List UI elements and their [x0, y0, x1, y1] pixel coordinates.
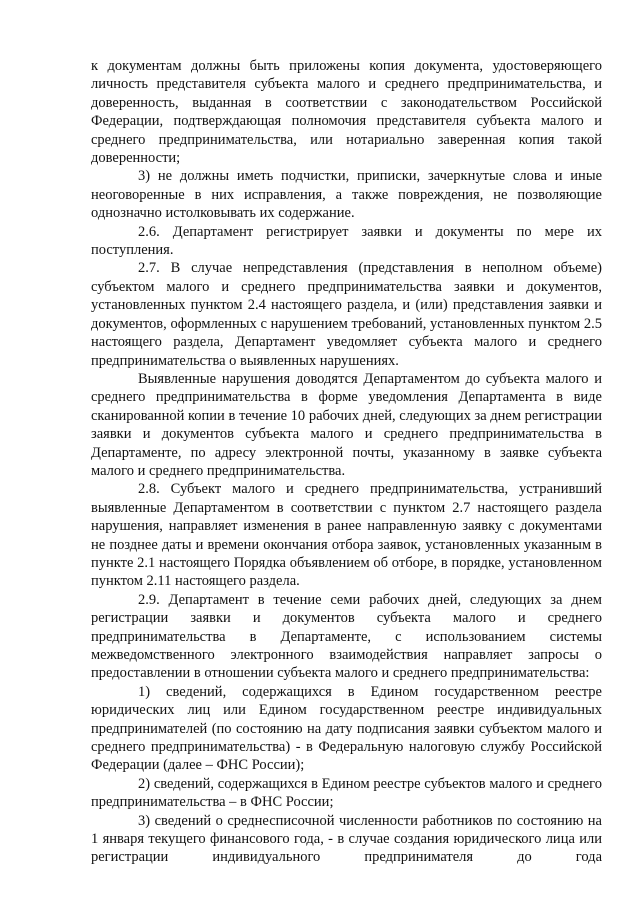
paragraph-2-8: 2.8. Субъект малого и среднего предпринимательства, устранивший выявленные Департаментом в соответствии с пунктом 2.7 настоящего раздела нарушения, направляет изменения в ранее направленную заявку с документами не позднее даты и времени окончания отбора заявок, установленных указанным в пункте 2.1 настоящего Порядка объявлением об отборе, в порядке, установленном пунктом 2.11 настоящего раздела.: [91, 481, 602, 590]
paragraph-list-item-3: 3) сведений о среднесписочной численности работников по состоянию на 1 января текущего финансового года, - в случае создания юридического лица или регистрации индивидуального предпринимателя до года: [91, 812, 602, 866]
paragraph-2-7: 2.7. В случае непредставления (представления в неполном объеме) субъектом малого и среднего предпринимательства заявки и документов, установленных пунктом 2.4 настоящего раздела, и (или) представления заявки и документов, оформленных с нарушением требований, установленных пунктом 2.5 настоящего раздела, Департамент уведомляет субъекта малого и среднего предпринимательства о выявленных нарушениях.: [91, 260, 602, 369]
paragraph-violations-notice: Выявленные нарушения доводятся Департаментом до субъекта малого и среднего предпринимательства в форме уведомления Департамента в виде сканированной копии в течение 10 рабочих дней, следующих за днем регистрации заявки и документов субъекта малого и среднего предпринимательства в Департаменте, по адресу электронной почты, указанному в заявке субъекта малого и среднего предпринимательства.: [91, 370, 602, 479]
paragraph-continuation: к документам должны быть приложены копия документа, удостоверяющего личность представителя субъекта малого и среднего предпринимательства, и доверенность, выданная в соответствии с законодательством Российской Федерации, подтверждающая полномочия представителя субъекта малого и среднего предпринимательства, или нотариально заверенная копия такой доверенности;: [91, 58, 602, 167]
paragraph-2-9: 2.9. Департамент в течение семи рабочих дней, следующих за днем регистрации заявки и документов субъекта малого и среднего предпринимательства в Департаменте, с использованием системы межведомственного электронного взаимодействия направляет запросы о предоставлении в отношении субъекта малого и среднего предпринимательства:: [91, 591, 602, 682]
paragraph-2-6: 2.6. Департамент регистрирует заявки и документы по мере их поступления.: [91, 223, 602, 259]
paragraph-list-item-2: 2) сведений, содержащихся в Едином реестре субъектов малого и среднего предпринимательства – в ФНС России;: [91, 775, 602, 811]
paragraph-item-3: 3) не должны иметь подчистки, приписки, зачеркнутые слова и иные неоговоренные в них исправления, а также повреждения, не позволяющие однозначно истолковывать их содержание.: [91, 168, 602, 222]
paragraph-list-item-1: 1) сведений, содержащихся в Едином государственном реестре юридических лиц или Едином государственном реестре индивидуальных предпринимателей (по состоянию на дату подписания заявки субъектом малого и среднего предпринимательства) - в Федеральную налоговую службу Российской Федерации (далее – ФНС России);: [91, 683, 602, 774]
